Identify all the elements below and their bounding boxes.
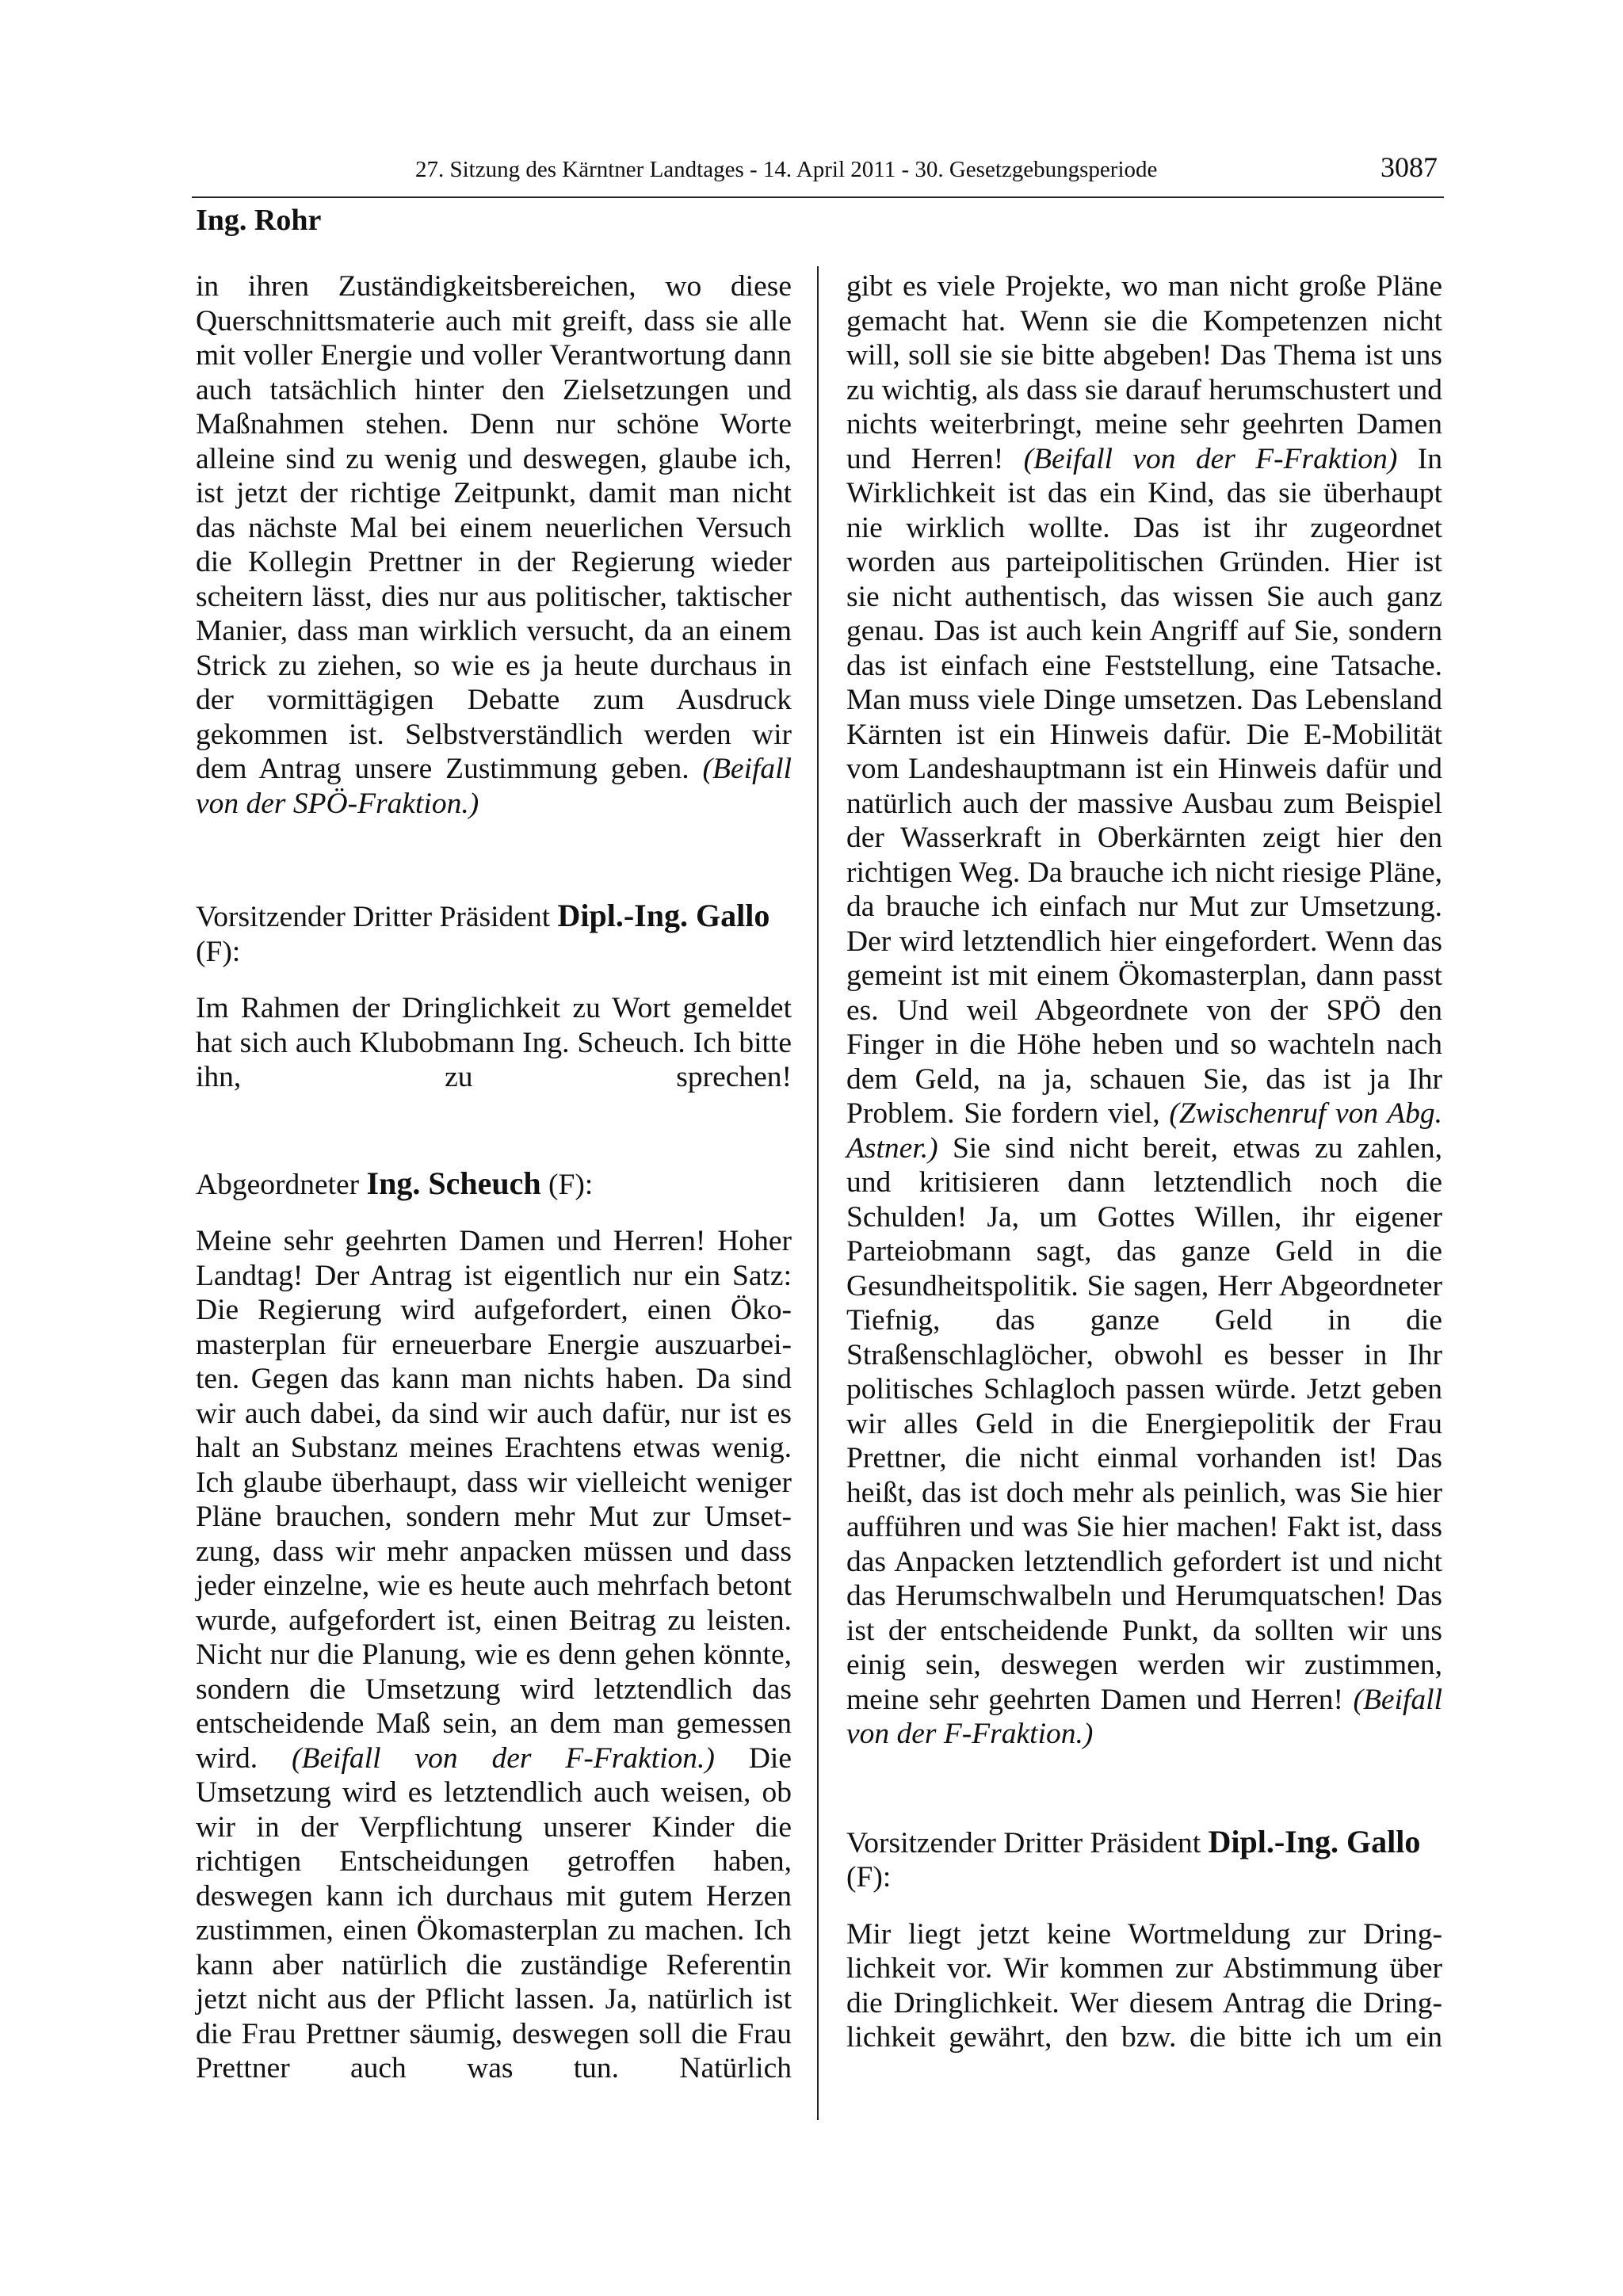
right-column [846,269,1442,2055]
speaker-heading [196,898,792,969]
paragraph [196,269,792,821]
interjection-note: (Zwischenruf von Abg. Astner.) [846,1097,1442,1165]
speaker-role: Vorsitzender Dritter Präsident [196,901,558,933]
paragraph [196,1224,792,2086]
paragraph-text: Sie sind nicht bereit, etwas zu zahlen, und kritisieren dann letztendlich noch die Schulden! Ja, um Gottes Willen, ihr eigener Parteiobmann sagt, das ganze Geld in die Gesundheitspolitik. Sie sagen, Herr Abgeordneter Tiefnig, das ganze Geld in die Straßenschlaglöcher, obwohl es besser in Ihr politisches Schlagloch passen würde. Jetzt geben wir alles Geld in die Energiepolitik der Frau Prettner, die nicht einmal vorhanden ist! Das heißt, das ist doch mehr als peinlich, was Sie hier aufführen und was Sie hier machen! Fakt ist, dass das Anpacken letztendlich gefordert ist und nicht das Herumschwalbeln und Herumquatschen! Das ist der entscheidende Punkt, da sollten wir uns einig sein, deswegen werden wir zustimmen, meine sehr geehrten Damen und Herren! [846,1131,1442,1716]
applause-note: (Beifall von der F-Fraktion.) [292,1741,715,1775]
paragraph-text: gibt es viele Projekte, wo man nicht große Pläne gemacht hat. Wenn sie die Kompetenzen nicht will, soll sie sie bitte abgeben! Das Thema ist uns zu wichtig, als dass sie darauf herumschustert und nichts weiterbringt, meine sehr geehrten Damen und Herren! [846,270,1442,475]
speaker-heading [846,1825,1442,1895]
speaker-role: Vorsitzender Dritter Präsident [846,1826,1209,1859]
speaker-party: (F): [196,935,241,968]
paragraph-text: Die Umsetzung wird es letztendlich auch weisen, ob wir in der Verpflichtung unserer Kinder die richtigen Entscheidungen getroffen haben, deswegen kann ich durchaus mit gutem Herzen zustimmen, einen Ökomasterplan zu machen. Ich kann aber natürlich die zuständige Referentin jetzt nicht aus der Pflicht lassen. Ja, natürlich ist die Frau Prettner säumig, deswegen soll die Frau Prettner auch was tun. Natürlich [196,1741,792,2084]
paragraph: Mir liegt jetzt keine Wortmeldung zur Dringlichkeit vor. Wir kommen zur Abstimmung über die Dringlichkeit. Wer diesem Antrag die Dringlichkeit gewährt, den bzw. die bitte ich um ein [846,1917,1442,2054]
applause-note: (Beifall von der F-Fraktion) [1023,442,1398,475]
speaker-name: Ing. Scheuch [366,1165,541,1201]
session-title: 27. Sitzung des Kärntner Landtages - 14. April 2011 - 30. Gesetzgebungsperiode [415,157,1158,182]
paragraph-text: In Wirklichkeit ist das ein Kind, das sie überhaupt nie wirklich wollte. Das ist ihr zugeordnet worden aus parteipolitischen Gründen. Hier ist sie nicht authentisch, das wissen Sie auch ganz genau. Das ist auch kein Angriff auf Sie, sondern das ist einfach eine Feststellung, eine Tatsache. Man muss viele Dinge umsetzen. Das Lebensland Kärnten ist ein Hinweis dafür. Die E-Mobilität vom Landeshauptmann ist ein Hinweis dafür und natürlich auch der massive Ausbau zum Beispiel der Wasserkraft in Oberkärnten zeigt hier den richtigen Weg. Da brauche ich nicht riesige Pläne, da brauche ich einfach nur Mut zur Umsetzung. Der wird letztendlich hier eingefordert. Wenn das gemeint ist mit einem Ökomasterplan, dann passt es. Und weil Abgeordnete von der SPÖ den Finger in die Höhe heben und so wachteln nach dem Geld, na ja, schauen Sie, das ist ja Ihr Problem. Sie fordern viel, [846,442,1442,1130]
speaker-heading [196,1166,792,1203]
speaker-party: (F): [540,1168,594,1201]
paragraph-text: in ihren Zuständigkeitsbereichen, wo diese Querschnittsmaterie auch mit greift, dass sie alle mit voller Energie und voller Verantwortung dann auch tatsächlich hinter den Zielsetzungen und Maßnahmen stehen. Denn nur schöne Worte alleine sind zu wenig und deswegen, glaube ich, ist jetzt der richtige Zeitpunkt, damit man nicht das nächste Mal bei einem neuerlichen Versuch die Kollegin Prettner in der Regierung wieder scheitern lässt, dies nur aus politischer, taktischer Manier, dass man wirklich versucht, da an einem Strick zu ziehen, so wie es ja heute durchaus in der vormittägigen Debatte zum Ausdruck gekommen ist. Selbstverständlich werden wir dem Antrag unsere Zustimmung geben. [196,270,792,785]
paragraph: Im Rahmen der Dringlichkeit zu Wort gemeldet hat sich auch Klubobmann Ing. Scheuch. Ich bitte ihn, zu sprechen! [196,992,792,1093]
column-divider [817,266,819,2120]
page-number: 3087 [1381,151,1438,183]
paragraph-text: Meine sehr geehrten Damen und Herren! Hoher Landtag! Der Antrag ist eigentlich nur ein Satz: Die Regierung wird aufgefordert, einen Ökomasterplan für erneuerbare Energie auszuarbeiten. Gegen das kann man nichts haben. Da sind wir auch dabei, da sind wir auch dafür, nur ist es halt an Substanz meines Erachtens etwas wenig. Ich glaube überhaupt, dass wir vielleicht weniger Pläne brauchen, sondern mehr Mut zur Umsetzung, dass wir mehr anpacken müssen und dass jeder einzelne, wie es heute auch mehrfach betont wurde, aufgefordert ist, einen Beitrag zu leisten. Nicht nur die Planung, wie es denn gehen könnte, sondern die Umsetzung wird letztendlich das entscheidende Maß sein, an dem man gemessen wird. [196,1225,792,1775]
applause-note: (Beifall von der F-Fraktion.) [846,1683,1442,1750]
page-header [192,151,1444,198]
speaker-name: Dipl.-Ing. Gallo [557,898,770,933]
running-speaker-name: Ing. Rohr [196,204,322,237]
speaker-party: (F): [846,1861,892,1894]
left-column [196,269,792,2086]
applause-note: (Beifall von der SPÖ-Fraktion.) [196,753,792,820]
speaker-name: Dipl.-Ing. Gallo [1208,1823,1421,1859]
paragraph [846,269,1442,1752]
speaker-role: Abgeordneter [196,1168,367,1201]
